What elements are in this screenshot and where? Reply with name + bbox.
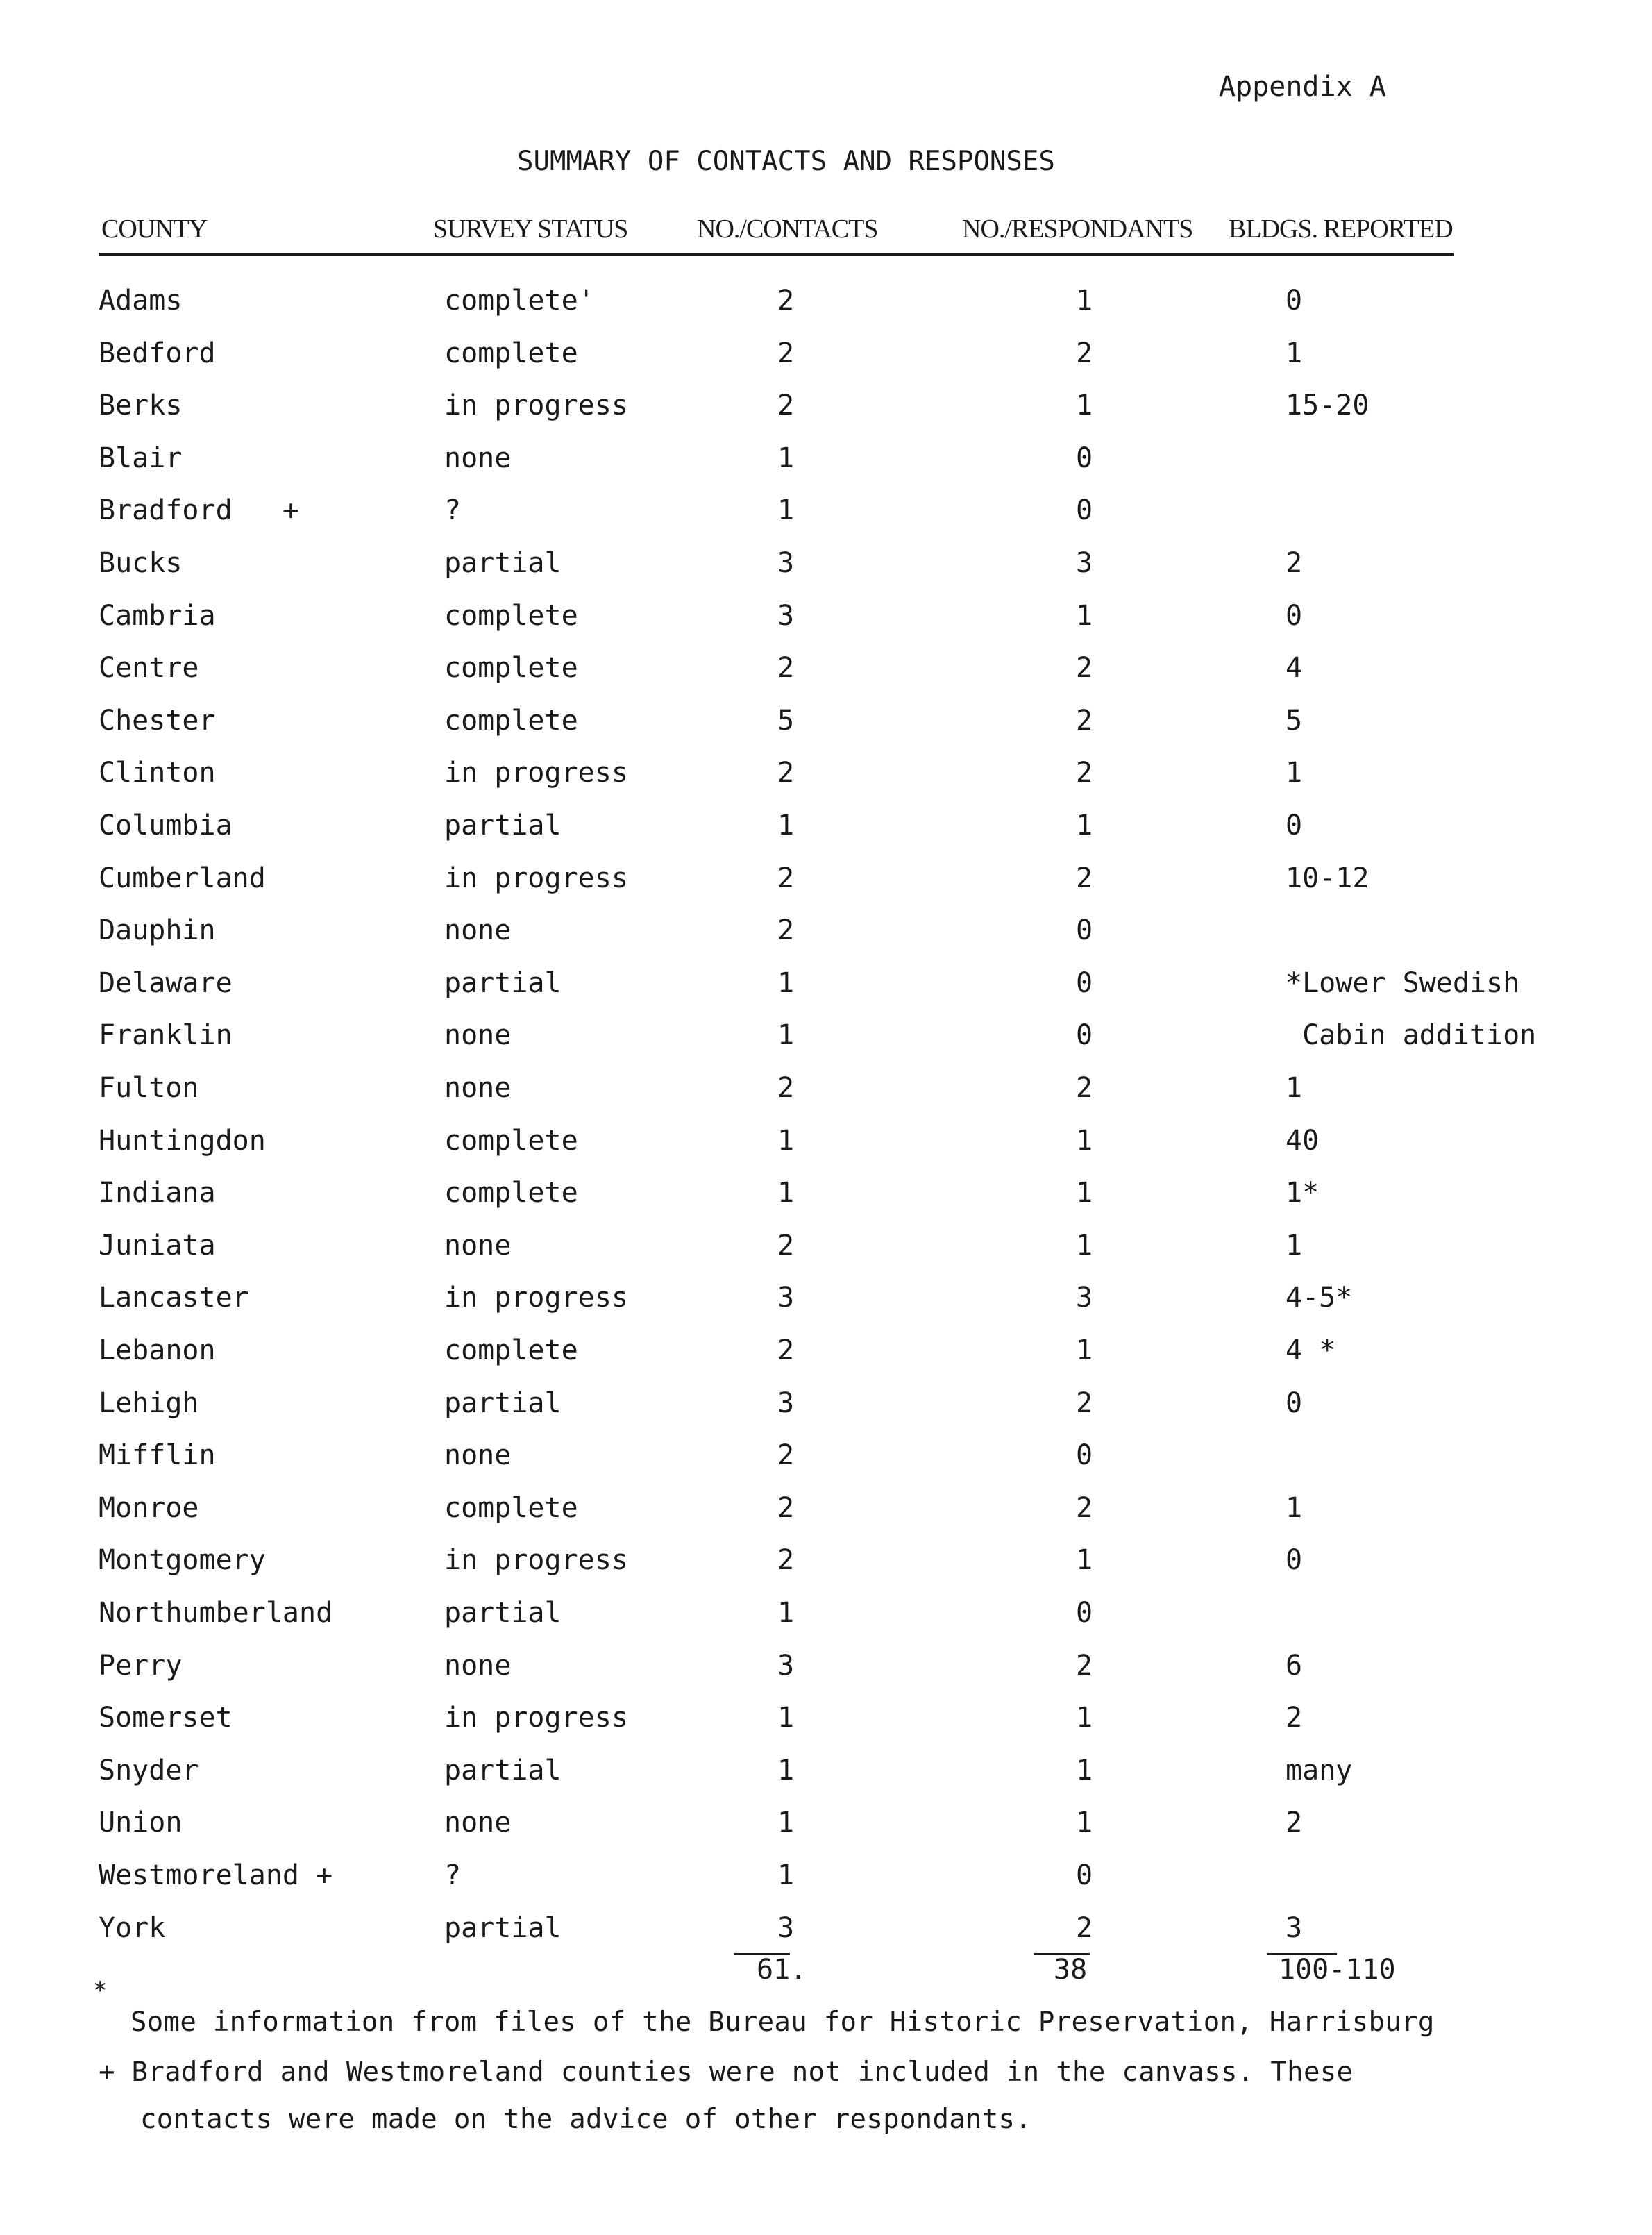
cell-contacts: 1 <box>777 442 795 474</box>
header-bldgs-reported: BLDGS. REPORTED <box>1229 215 1453 244</box>
cell-status: none <box>444 914 512 946</box>
cell-respondants: 1 <box>1076 285 1093 317</box>
cell-respondants: 2 <box>1076 705 1093 737</box>
cell-county: Chester <box>99 705 216 737</box>
cell-bldgs: 0 <box>1286 1544 1303 1576</box>
cell-bldgs: 0 <box>1286 600 1303 632</box>
cell-respondants: 1 <box>1076 810 1093 842</box>
cell-respondants: 2 <box>1076 1387 1093 1419</box>
cell-status: partial <box>444 1912 562 1944</box>
cell-contacts: 2 <box>777 652 795 684</box>
cell-respondants: 1 <box>1076 600 1093 632</box>
cell-status: complete <box>444 1125 578 1157</box>
cell-bldgs: 2 <box>1286 1807 1303 1839</box>
header-contacts: NO./CONTACTS <box>697 215 878 244</box>
cell-bldgs: 40 <box>1286 1125 1320 1157</box>
cell-county: Cumberland <box>99 862 266 894</box>
cell-respondants: 1 <box>1076 1177 1093 1209</box>
cell-contacts: 3 <box>777 1912 795 1944</box>
cell-respondants: 1 <box>1076 1807 1093 1839</box>
cell-county: Adams <box>99 285 183 317</box>
cell-contacts: 1 <box>777 1597 795 1629</box>
cell-contacts: 1 <box>777 494 795 526</box>
cell-county: Somerset <box>99 1702 233 1734</box>
cell-county: Westmoreland + <box>99 1859 333 1891</box>
cell-status: complete <box>444 600 578 632</box>
cell-county: Lebanon <box>99 1334 216 1366</box>
cell-county: Indiana <box>99 1177 216 1209</box>
cell-respondants: 1 <box>1076 1544 1093 1576</box>
cell-status: complete <box>444 652 578 684</box>
cell-respondants: 2 <box>1076 1492 1093 1524</box>
cell-contacts: 1 <box>777 967 795 999</box>
cell-bldgs: 1 <box>1286 1492 1303 1524</box>
cell-respondants: 1 <box>1076 1334 1093 1366</box>
cell-contacts: 2 <box>777 1492 795 1524</box>
cell-bldgs: Cabin addition <box>1286 1019 1537 1051</box>
cell-contacts: 2 <box>777 390 795 421</box>
cell-respondants: 2 <box>1076 1650 1093 1682</box>
cell-county: Blair <box>99 442 183 474</box>
cell-respondants: 1 <box>1076 390 1093 421</box>
cell-county: Northumberland <box>99 1597 333 1629</box>
page-title: SUMMARY OF CONTACTS AND RESPONSES <box>517 146 1055 177</box>
cell-status: complete <box>444 337 578 369</box>
cell-bldgs: 4-5* <box>1286 1282 1353 1314</box>
cell-contacts: 1 <box>777 1125 795 1157</box>
cell-bldgs: 0 <box>1286 1387 1303 1419</box>
cell-respondants: 1 <box>1076 1125 1093 1157</box>
cell-respondants: 2 <box>1076 862 1093 894</box>
cell-respondants: 0 <box>1076 494 1093 526</box>
cell-contacts: 1 <box>777 1755 795 1786</box>
cell-status: in progress <box>444 390 628 421</box>
cell-status: partial <box>444 1387 562 1419</box>
header-survey-status: SURVEY STATUS <box>433 215 628 244</box>
cell-bldgs: 5 <box>1286 705 1303 737</box>
cell-respondants: 1 <box>1076 1702 1093 1734</box>
cell-respondants: 2 <box>1076 757 1093 789</box>
cell-status: none <box>444 1072 512 1104</box>
cell-status: complete <box>444 1492 578 1524</box>
cell-status: complete <box>444 705 578 737</box>
cell-contacts: 5 <box>777 705 795 737</box>
cell-contacts: 3 <box>777 1387 795 1419</box>
appendix-label: Appendix A <box>1219 71 1386 103</box>
cell-status: partial <box>444 1597 562 1629</box>
cell-county: Cambria <box>99 600 216 632</box>
cell-contacts: 2 <box>777 337 795 369</box>
cell-county: Bucks <box>99 547 183 579</box>
cell-county: Monroe <box>99 1492 199 1524</box>
cell-contacts: 1 <box>777 1807 795 1839</box>
cell-county: Union <box>99 1807 183 1839</box>
cell-county: Lancaster <box>99 1282 249 1314</box>
cell-status: in progress <box>444 1282 628 1314</box>
cell-status: complete <box>444 1334 578 1366</box>
cell-respondants: 0 <box>1076 1597 1093 1629</box>
cell-respondants: 0 <box>1076 442 1093 474</box>
total-contacts: 61. <box>757 1954 807 1986</box>
cell-contacts: 3 <box>777 600 795 632</box>
cell-county: Franklin <box>99 1019 233 1051</box>
cell-contacts: 2 <box>777 285 795 317</box>
cell-contacts: 1 <box>777 1177 795 1209</box>
cell-county: Bedford <box>99 337 216 369</box>
cell-county: Perry <box>99 1650 183 1682</box>
header-rule <box>99 253 1454 256</box>
cell-county: Lehigh <box>99 1387 199 1419</box>
cell-county: Mifflin <box>99 1439 216 1471</box>
cell-county: Fulton <box>99 1072 199 1104</box>
total-respondants: 38 <box>1054 1954 1088 1986</box>
cell-status: partial <box>444 810 562 842</box>
cell-county: Bradford + <box>99 494 299 526</box>
cell-contacts: 2 <box>777 757 795 789</box>
cell-bldgs: 2 <box>1286 1702 1303 1734</box>
cell-status: in progress <box>444 1544 628 1576</box>
cell-respondants: 2 <box>1076 652 1093 684</box>
cell-contacts: 2 <box>777 862 795 894</box>
cell-status: ? <box>444 1859 462 1891</box>
cell-bldgs: 6 <box>1286 1650 1303 1682</box>
cell-county: Clinton <box>99 757 216 789</box>
cell-respondants: 3 <box>1076 1282 1093 1314</box>
cell-respondants: 0 <box>1076 914 1093 946</box>
header-respondants: NO./RESPONDANTS <box>962 215 1193 244</box>
cell-bldgs: 1 <box>1286 337 1303 369</box>
cell-respondants: 3 <box>1076 547 1093 579</box>
cell-bldgs: 0 <box>1286 810 1303 842</box>
header-county: COUNTY <box>101 215 208 244</box>
cell-contacts: 2 <box>777 1230 795 1262</box>
cell-status: none <box>444 1230 512 1262</box>
cell-bldgs: 0 <box>1286 285 1303 317</box>
cell-county: Juniata <box>99 1230 216 1262</box>
cell-county: York <box>99 1912 166 1944</box>
cell-respondants: 2 <box>1076 1912 1093 1944</box>
cell-contacts: 2 <box>777 1439 795 1471</box>
cell-contacts: 3 <box>777 1282 795 1314</box>
cell-respondants: 1 <box>1076 1755 1093 1786</box>
footnote-plus-line2: contacts were made on the advice of other respondants. <box>140 2104 1032 2135</box>
cell-status: none <box>444 1019 512 1051</box>
cell-contacts: 1 <box>777 1019 795 1051</box>
cell-contacts: 3 <box>777 547 795 579</box>
cell-status: in progress <box>444 862 628 894</box>
cell-contacts: 1 <box>777 1859 795 1891</box>
cell-status: ? <box>444 494 462 526</box>
cell-status: complete' <box>444 285 595 317</box>
cell-contacts: 2 <box>777 1072 795 1104</box>
cell-respondants: 0 <box>1076 1019 1093 1051</box>
cell-status: complete <box>444 1177 578 1209</box>
cell-contacts: 2 <box>777 914 795 946</box>
cell-status: in progress <box>444 1702 628 1734</box>
cell-status: none <box>444 1650 512 1682</box>
cell-county: Berks <box>99 390 183 421</box>
total-bldgs: 100-110 <box>1279 1954 1396 1986</box>
cell-county: Dauphin <box>99 914 216 946</box>
cell-county: Huntingdon <box>99 1125 266 1157</box>
cell-respondants: 0 <box>1076 1439 1093 1471</box>
cell-bldgs: 10-12 <box>1286 862 1369 894</box>
cell-status: partial <box>444 547 562 579</box>
cell-status: partial <box>444 967 562 999</box>
cell-status: none <box>444 1439 512 1471</box>
cell-county: Montgomery <box>99 1544 266 1576</box>
cell-status: none <box>444 1807 512 1839</box>
cell-bldgs: 1 <box>1286 1072 1303 1104</box>
footnote-asterisk-mark: * <box>93 1977 108 2004</box>
cell-bldgs: 1 <box>1286 1230 1303 1262</box>
cell-bldgs: *Lower Swedish <box>1286 967 1520 999</box>
cell-bldgs: 3 <box>1286 1912 1303 1944</box>
cell-bldgs: 1 <box>1286 757 1303 789</box>
cell-status: in progress <box>444 757 628 789</box>
cell-respondants: 1 <box>1076 1230 1093 1262</box>
footnote-asterisk-text: Some information from files of the Bureau for Historic Preservation, Harrisburg <box>130 2007 1435 2038</box>
cell-contacts: 1 <box>777 810 795 842</box>
cell-status: partial <box>444 1755 562 1786</box>
cell-respondants: 0 <box>1076 967 1093 999</box>
cell-bldgs: 2 <box>1286 547 1303 579</box>
cell-contacts: 1 <box>777 1702 795 1734</box>
cell-bldgs: 4 * <box>1286 1334 1336 1366</box>
cell-bldgs: 1* <box>1286 1177 1320 1209</box>
cell-bldgs: 4 <box>1286 652 1303 684</box>
cell-respondants: 2 <box>1076 337 1093 369</box>
cell-county: Delaware <box>99 967 233 999</box>
cell-county: Columbia <box>99 810 233 842</box>
cell-county: Centre <box>99 652 199 684</box>
cell-contacts: 2 <box>777 1334 795 1366</box>
cell-status: none <box>444 442 512 474</box>
cell-contacts: 3 <box>777 1650 795 1682</box>
cell-county: Snyder <box>99 1755 199 1786</box>
cell-respondants: 2 <box>1076 1072 1093 1104</box>
cell-respondants: 0 <box>1076 1859 1093 1891</box>
cell-bldgs: many <box>1286 1755 1353 1786</box>
cell-contacts: 2 <box>777 1544 795 1576</box>
cell-bldgs: 15-20 <box>1286 390 1369 421</box>
footnote-plus-line1: + Bradford and Westmoreland counties were not included in the canvass. These <box>99 2057 1354 2088</box>
